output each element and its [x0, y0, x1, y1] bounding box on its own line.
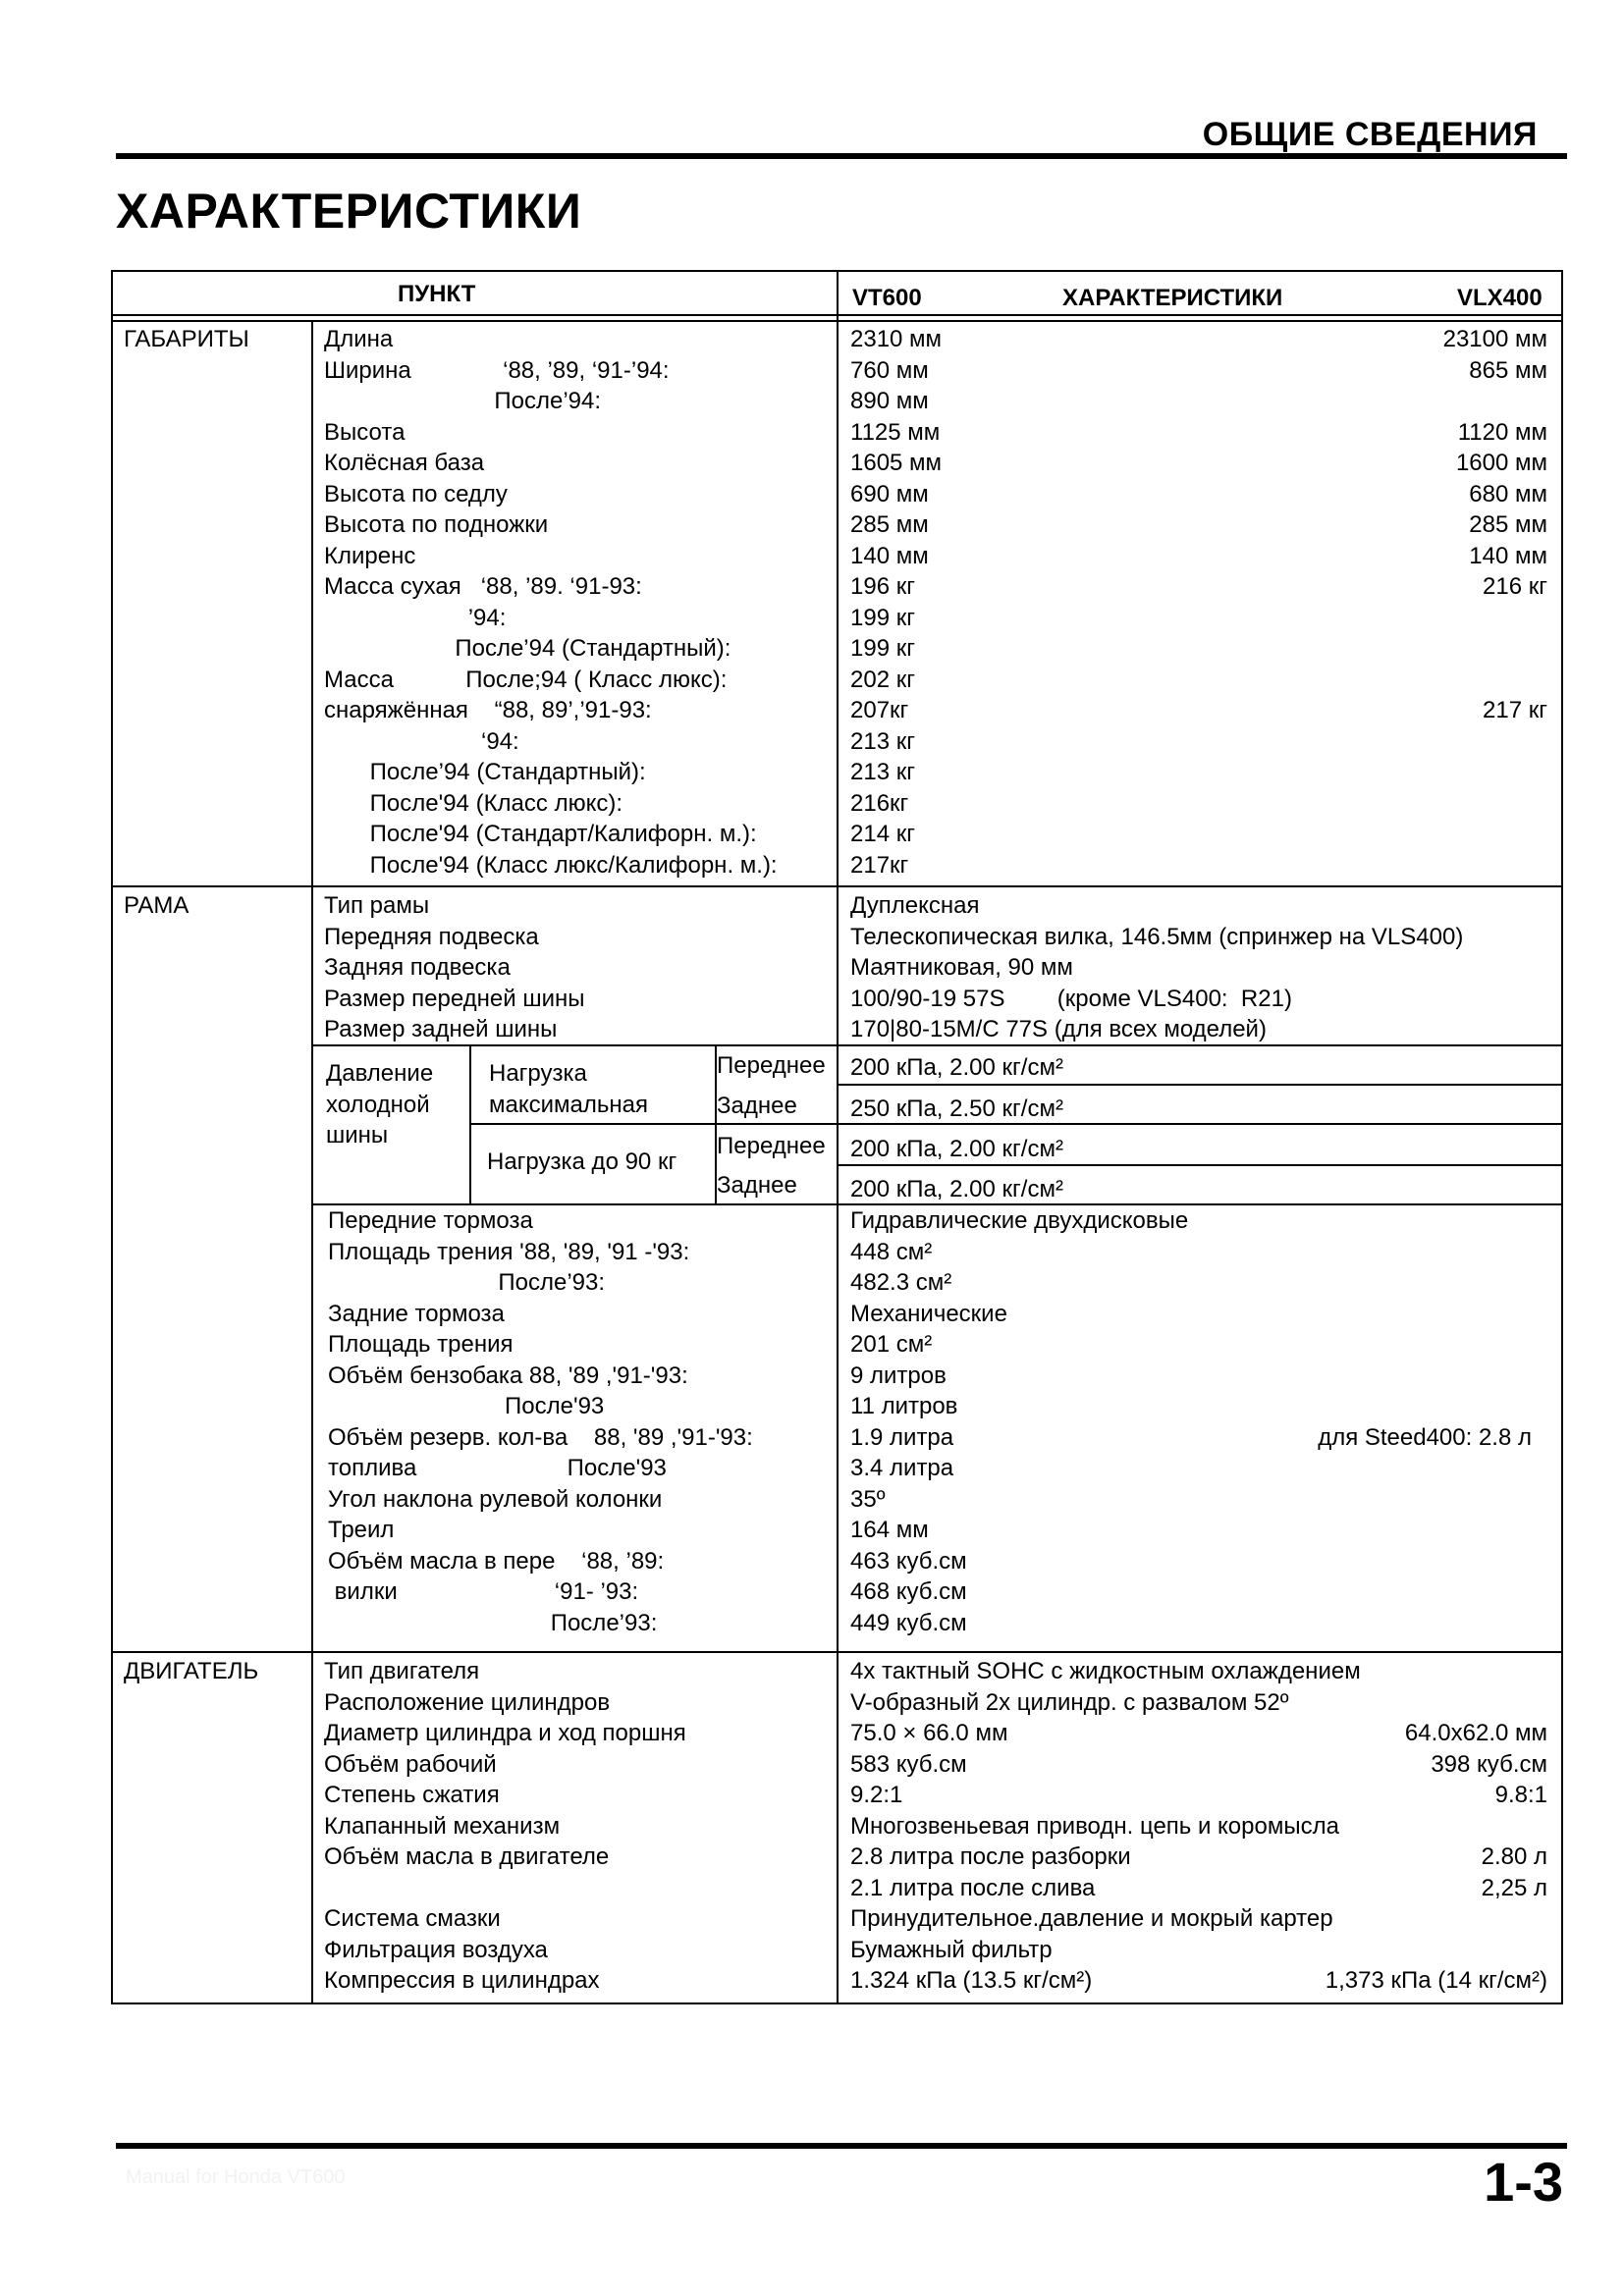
value-vt600: 482.3 см²: [850, 1269, 952, 1296]
value-vt600: 468 куб.см: [850, 1578, 967, 1605]
page-title: ХАРАКТЕРИСТИКИ: [116, 184, 582, 239]
tire-pressure-value: 200 кПа, 2.00 кг/см²: [850, 1136, 1063, 1162]
item-label: Компрессия в цилиндрах: [324, 1967, 600, 1994]
value-vt600: 213 кг: [850, 759, 915, 785]
tire-pressure-label: Давление холодной шины: [326, 1060, 434, 1148]
watermark: Manual for Honda VT600: [126, 2166, 346, 2188]
value-vt600: 199 кг: [850, 604, 915, 631]
value-vlx400: 23100 мм: [1442, 326, 1547, 352]
item-label: После’94 (Стандартный):: [324, 635, 731, 662]
item-label: Колёсная база: [324, 450, 485, 476]
row-divider: [837, 1084, 1563, 1086]
item-label: После’93:: [328, 1269, 606, 1296]
value-vt600: 100/90-19 57S (кроме VLS400: R21): [850, 985, 1292, 1012]
value-vt600: 890 мм: [850, 388, 929, 414]
group-engine: ДВИГАТЕЛЬ: [124, 1658, 259, 1684]
item-label: После’93:: [328, 1609, 658, 1636]
value-vt600: 690 мм: [850, 480, 929, 507]
item-label: После'93: [328, 1393, 605, 1419]
value-vt600: 4х тактный SOHC с жидкостным охлаждением: [850, 1658, 1361, 1684]
item-label: снаряжённая “88, 89’,’91-93:: [324, 697, 652, 723]
value-vt600: 449 куб.см: [850, 1609, 967, 1636]
item-label: Задняя подвеска: [324, 954, 511, 981]
value-vt600: 170|80-15M/C 77S (для всех моделей): [850, 1016, 1267, 1042]
value-vt600: 583 куб.см: [850, 1750, 967, 1778]
item-label: Степень сжатия: [324, 1782, 500, 1808]
item-label: Длина: [324, 326, 394, 352]
value-vlx400: 285 мм: [1469, 511, 1547, 538]
value-vlx400: 1600 мм: [1455, 450, 1547, 476]
item-label: После’94 (Стандартный):: [324, 759, 646, 785]
item-label: Треил: [328, 1517, 395, 1543]
value-vt600: 35º: [850, 1485, 886, 1513]
value-vlx400: 2.80 л: [1481, 1843, 1547, 1870]
item-label: Высота по седлу: [324, 480, 508, 507]
rear-label: Заднее: [717, 1172, 797, 1199]
value-vt600: Многозвеньевая приводн. цепь и коромысла: [850, 1812, 1339, 1840]
page-number: 1-3: [1484, 2151, 1563, 2213]
column-divider: [837, 320, 839, 2004]
tire-pressure-value: 200 кПа, 2.00 кг/см²: [850, 1176, 1063, 1202]
value-vlx400: 140 мм: [1469, 542, 1547, 569]
value-vt600: 140 мм: [850, 542, 929, 569]
item-label: Ширина ‘88, ’89, ‘91-’94:: [324, 356, 670, 384]
value-vt600: Дуплексная: [850, 892, 980, 919]
value-vt600: 285 мм: [850, 511, 929, 538]
value-vlx400: 9.8:1: [1494, 1782, 1547, 1808]
bottom-rule: [116, 2143, 1567, 2149]
header-model-a: VT600: [852, 285, 922, 311]
item-label: Высота: [324, 418, 406, 446]
item-label: Объём рабочий: [324, 1750, 497, 1778]
value-vlx400: 2,25 л: [1481, 1874, 1547, 1901]
item-label: Объём масла в пере ‘88, ’89:: [328, 1547, 665, 1575]
item-label: Размер задней шины: [324, 1016, 558, 1042]
group-dimensions: ГАБАРИТЫ: [124, 326, 249, 352]
header-item: ПУНКТ: [398, 281, 476, 307]
top-rule: [116, 153, 1567, 159]
header-model-b: VLX400: [1457, 285, 1543, 311]
tire-pressure-value: 250 кПа, 2.50 кг/см²: [850, 1095, 1063, 1122]
item-label: Передние тормоза: [328, 1207, 533, 1234]
value-vlx400: 680 мм: [1469, 480, 1547, 507]
item-label: Система смазки: [324, 1905, 501, 1932]
item-label: Площадь трения '88, '89, '91 -'93:: [328, 1238, 690, 1265]
value-vt600: Бумажный фильтр: [850, 1936, 1053, 1963]
value-vt600: 1.324 кПа (13.5 кг/см²): [850, 1967, 1093, 1994]
item-label: Площадь трения: [328, 1331, 514, 1358]
value-vt600: Маятниковая, 90 мм: [850, 954, 1073, 981]
item-label: Объём резерв. кол-ва 88, '89 ,'91-'93:: [328, 1423, 753, 1451]
item-label: Масса сухая ‘88, ’89. ‘91-93:: [324, 573, 642, 600]
value-vt600: 1.9 литра: [850, 1423, 954, 1451]
value-vt600: Телескопическая вилка, 146.5мм (спринжер на VLS400): [850, 923, 1464, 950]
value-vlx400: 1,373 кПа (14 кг/см²): [1325, 1967, 1547, 1994]
header-spec: ХАРАКТЕРИСТИКИ: [1062, 285, 1283, 311]
value-vt600: 214 кг: [850, 821, 915, 847]
item-label: ‘94:: [324, 727, 519, 755]
item-label: После'94 (Стандарт/Калифорн. м.):: [324, 821, 757, 847]
item-label: Угол наклона рулевой колонки: [328, 1485, 663, 1513]
value-vt600: 75.0 × 66.0 мм: [850, 1720, 1008, 1746]
item-label: топлива После'93: [328, 1455, 667, 1481]
value-vlx400: 217 кг: [1483, 697, 1547, 723]
item-label: Масса После;94 ( Класс люкс):: [324, 666, 728, 693]
item-label: Высота по подножки: [324, 511, 549, 538]
value-vt600: 760 мм: [850, 356, 929, 384]
front-label: Переднее: [717, 1133, 826, 1159]
value-vlx400: 398 куб.см: [1431, 1750, 1547, 1778]
item-label: Диаметр цилиндра и ход поршня: [324, 1720, 686, 1746]
item-label: После'94 (Класс люкс):: [324, 789, 623, 817]
item-label: После'94 (Класс люкс/Калифорн. м.):: [324, 851, 778, 879]
item-label: Объём масла в двигателе: [324, 1843, 610, 1870]
tire-pressure-value: 200 кПа, 2.00 кг/см²: [850, 1054, 1063, 1081]
value-vt600: 11 литров: [850, 1393, 958, 1419]
item-label: Задние тормоза: [328, 1300, 505, 1327]
section-title: ОБЩИЕ СВЕДЕНИЯ: [1202, 116, 1538, 153]
item-label: Тип двигателя: [324, 1658, 480, 1684]
item-label: Фильтрация воздуха: [324, 1936, 548, 1963]
value-vt600: Принудительное.давление и мокрый картер: [850, 1905, 1333, 1932]
column-divider: [311, 320, 313, 2004]
item-label: Размер передней шины: [324, 985, 585, 1012]
column-divider: [837, 270, 839, 320]
row-divider: [311, 1044, 1563, 1046]
value-vt600: 202 кг: [850, 666, 915, 693]
row-divider: [111, 885, 1563, 887]
value-vt600: 216кг: [850, 789, 909, 817]
value-vt600: 3.4 литра: [850, 1455, 954, 1481]
value-vt600: 201 см²: [850, 1331, 933, 1358]
value-vt600: 9 литров: [850, 1362, 947, 1389]
value-vt600: 207кг: [850, 697, 909, 723]
value-vlx400: 1120 мм: [1457, 418, 1547, 446]
item-label: Клапанный механизм: [324, 1812, 561, 1840]
value-vt600: 448 см²: [850, 1238, 933, 1265]
item-label: Объём бензобака 88, '89 ,'91-'93:: [328, 1362, 688, 1389]
value-vt600: 217кг: [850, 851, 909, 879]
item-label: Клиренс: [324, 542, 416, 569]
value-vt600: Гидравлические двухдисковые: [850, 1207, 1189, 1234]
value-vlx400: 64.0x62.0 мм: [1404, 1720, 1547, 1746]
value-vt600: 1605 мм: [850, 450, 943, 476]
item-label: Передняя подвеска: [324, 923, 539, 950]
value-vt600: Механические: [850, 1300, 1007, 1327]
value-vt600: 213 кг: [850, 727, 915, 755]
rear-label: Заднее: [717, 1093, 797, 1119]
item-label: вилки ‘91- ’93:: [328, 1578, 639, 1605]
front-label: Переднее: [717, 1052, 826, 1079]
value-vlx400: для Steed400: 2.8 л: [1318, 1423, 1532, 1451]
value-vt600: 199 кг: [850, 635, 915, 662]
item-label: ’94:: [324, 604, 507, 631]
group-frame: РАМА: [124, 892, 189, 919]
row-divider: [111, 1651, 1563, 1653]
load-90-label: Нагрузка до 90 кг: [487, 1148, 677, 1175]
item-label: После’94:: [324, 388, 602, 414]
value-vt600: 2310 мм: [850, 326, 943, 352]
value-vlx400: 865 мм: [1469, 356, 1547, 384]
value-vt600: 196 кг: [850, 573, 915, 600]
value-vt600: 2.8 литра после разборки: [850, 1843, 1131, 1870]
item-label: Расположение цилиндров: [324, 1688, 611, 1716]
value-vt600: V-образный 2х цилиндр. с развалом 52º: [850, 1688, 1289, 1716]
value-vt600: 2.1 литра после слива: [850, 1874, 1096, 1901]
value-vt600: 9.2:1: [850, 1782, 903, 1808]
item-label: Тип рамы: [324, 892, 430, 919]
value-vt600: 164 мм: [850, 1517, 929, 1543]
value-vt600: 463 куб.см: [850, 1547, 967, 1575]
value-vlx400: 216 кг: [1483, 573, 1547, 600]
value-vt600: 1125 мм: [850, 418, 941, 446]
load-max-label: Нагрузка максимальная: [489, 1060, 648, 1118]
